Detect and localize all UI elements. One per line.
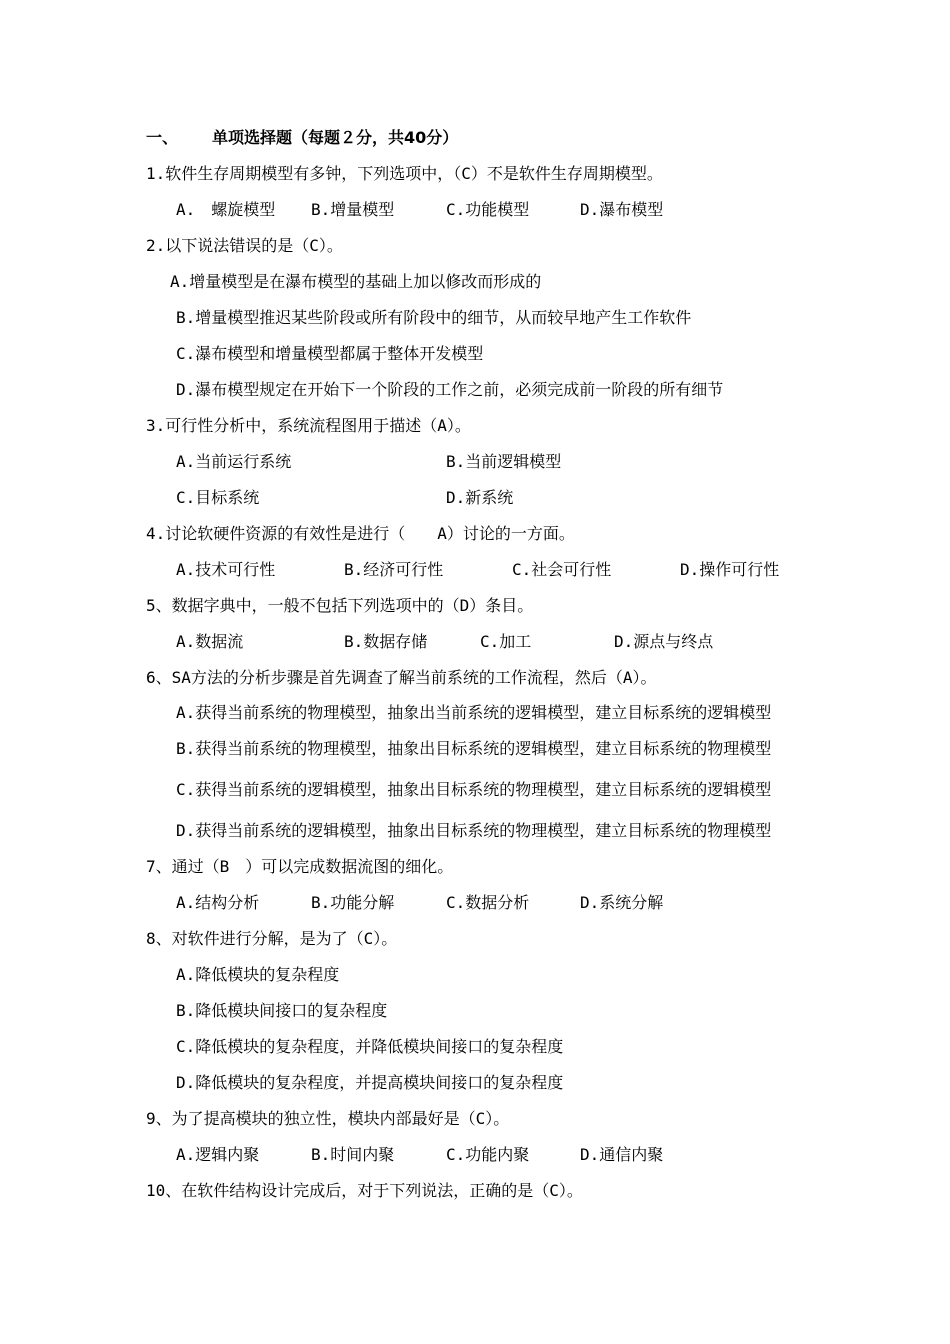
question-option: D.操作可行性: [680, 560, 780, 579]
question-option: A.降低模块的复杂程度: [176, 965, 340, 984]
question-option: C.降低模块的复杂程度，并降低模块间接口的复杂程度: [176, 1037, 564, 1056]
question-option: A.数据流: [176, 632, 244, 651]
question-option: A.获得当前系统的物理模型，抽象出当前系统的逻辑模型，建立目标系统的逻辑模型: [176, 703, 772, 722]
question-stem: 7、通过（B ）可以完成数据流图的细化。: [146, 857, 454, 876]
question-stem: 10、在软件结构设计完成后，对于下列说法，正确的是（C）。: [146, 1181, 583, 1200]
question-option: C.功能模型: [446, 200, 530, 219]
question-option: B.经济可行性: [344, 560, 444, 579]
question-option: A.逻辑内聚: [176, 1145, 260, 1164]
question-option: C.功能内聚: [446, 1145, 530, 1164]
question-option: D.获得当前系统的逻辑模型，抽象出目标系统的物理模型，建立目标系统的物理模型: [176, 821, 772, 840]
question-stem: 5、数据字典中，一般不包括下列选项中的（D）条目。: [146, 596, 534, 615]
question-option: B.增量模型: [311, 200, 395, 219]
question-option: B.增量模型推迟某些阶段或所有阶段中的细节，从而较早地产生工作软件: [176, 308, 692, 327]
question-stem: 6、SA方法的分析步骤是首先调查了解当前系统的工作流程，然后（A）。: [146, 668, 657, 687]
question-stem: 3.可行性分析中，系统流程图用于描述（A）。: [146, 416, 471, 435]
question-option: A. 螺旋模型: [176, 200, 276, 219]
question-option: C.加工: [480, 632, 532, 651]
question-option: A.当前运行系统: [176, 452, 292, 471]
question-option: B.功能分解: [311, 893, 395, 912]
question-stem: 8、对软件进行分解，是为了（C）。: [146, 929, 398, 948]
question-option: B.获得当前系统的物理模型，抽象出目标系统的逻辑模型，建立目标系统的物理模型: [176, 739, 772, 758]
question-option: B.数据存储: [344, 632, 428, 651]
question-stem: 9、为了提高模块的独立性，模块内部最好是（C）。: [146, 1109, 510, 1128]
question-option: D.新系统: [446, 488, 514, 507]
question-option: C.瀑布模型和增量模型都属于整体开发模型: [176, 344, 484, 363]
question-option: D.瀑布模型规定在开始下一个阶段的工作之前，必须完成前一阶段的所有细节: [176, 380, 724, 399]
question-option: D.瀑布模型: [580, 200, 664, 219]
question-option: D.通信内聚: [580, 1145, 664, 1164]
question-option: A.技术可行性: [176, 560, 276, 579]
section-number: 一、: [146, 128, 179, 147]
question-option: B.当前逻辑模型: [446, 452, 562, 471]
question-stem: 2.以下说法错误的是（C）。: [146, 236, 343, 255]
question-option: A.结构分析: [176, 893, 260, 912]
question-stem: 4.讨论软硬件资源的有效性是进行（ A）讨论的一方面。: [146, 524, 575, 543]
question-option: A.增量模型是在瀑布模型的基础上加以修改而形成的: [170, 272, 542, 291]
section-title: 单项选择题（每题２分，共40分）: [212, 128, 459, 147]
question-option: D.降低模块的复杂程度，并提高模块间接口的复杂程度: [176, 1073, 564, 1092]
question-option: C.数据分析: [446, 893, 530, 912]
question-option: B.降低模块间接口的复杂程度: [176, 1001, 388, 1020]
question-option: C.社会可行性: [512, 560, 612, 579]
question-option: C.目标系统: [176, 488, 260, 507]
question-option: D.源点与终点: [614, 632, 714, 651]
question-stem: 1.软件生存周期模型有多钟，下列选项中，（C）不是软件生存周期模型。: [146, 164, 663, 183]
question-option: C.获得当前系统的逻辑模型，抽象出目标系统的物理模型，建立目标系统的逻辑模型: [176, 780, 772, 799]
question-option: D.系统分解: [580, 893, 664, 912]
question-option: B.时间内聚: [311, 1145, 395, 1164]
